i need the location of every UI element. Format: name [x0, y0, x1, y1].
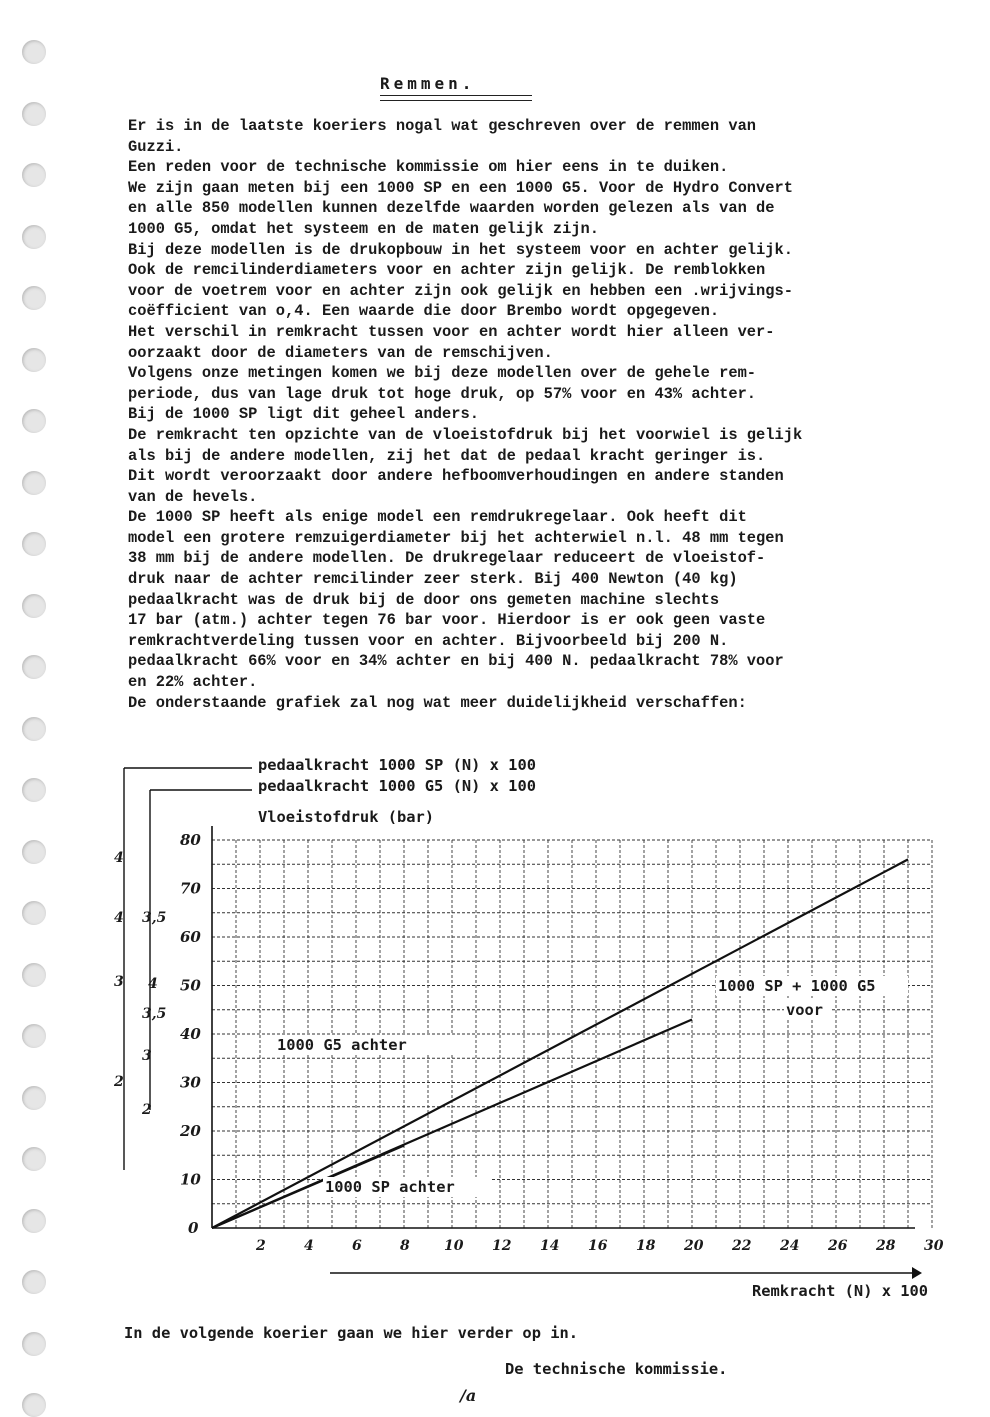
text-line: van de hevels. — [128, 487, 258, 506]
text-line: Bij de 1000 SP ligt dit geheel anders. — [128, 405, 479, 424]
text-line: 1000 G5, omdat het systeem en de maten gelijk zijn. — [128, 219, 600, 238]
x-tick-label: 20 — [684, 1238, 704, 1254]
pressure-tick-label: 0 — [188, 1219, 199, 1237]
series-label: 1000 SP + 1000 G5 — [718, 977, 876, 995]
text-line: remkrachtverdeling tussen voor en achter. Bijvoorbeeld bij 200 N. — [128, 631, 729, 650]
text-line: druk naar de achter remcilinder zeer sterk. Bij 400 Newton (40 kg) — [128, 570, 738, 589]
pedal-sp-tick-label: 3,5 — [142, 1006, 167, 1022]
pressure-axis-label: Vloeistofdruk (bar) — [258, 808, 435, 826]
pressure-tick-label: 20 — [180, 1122, 201, 1140]
x-tick-label: 4 — [304, 1238, 314, 1254]
text-line: Er is in de laatste koeriers nogal wat geschreven over de remmen van — [128, 117, 757, 135]
pedal-g5-tick-label: 3,5 — [142, 910, 167, 926]
pedal-g5-tick-label: 2 — [142, 1102, 152, 1118]
x-tick-label: 30 — [924, 1238, 944, 1254]
x-tick-label: 10 — [444, 1238, 464, 1254]
pedal-sp-tick-label: 4 — [114, 850, 124, 866]
x-tick-label: 2 — [256, 1238, 266, 1254]
x-tick-label: 16 — [588, 1238, 608, 1254]
text-line: periode, dus van lage druk tot hoge druk, op 57% voor en 43% achter. — [128, 384, 757, 403]
text-line: pedaalkracht 66% voor en 34% achter en bij 400 N. pedaalkracht 78% voor — [128, 652, 784, 671]
text-line: De remkracht ten opzichte van de vloeistofdruk bij het voorwiel is gelijk — [128, 425, 803, 444]
pedal-g5-tick-label: 3 — [114, 974, 124, 990]
signature: De technische kommissie. — [505, 1360, 728, 1378]
text-line: oorzaakt door de diameters van de remschijven. — [128, 343, 553, 362]
x-tick-label: 24 — [780, 1238, 800, 1254]
x-tick-label: 14 — [540, 1238, 560, 1254]
text-line: model een grotere remzuigerdiameter bij het achterwiel n.l. 48 mm tegen — [128, 528, 784, 547]
page-number: /a — [460, 1386, 477, 1405]
series-label: 1000 G5 achter — [277, 1036, 407, 1054]
pedal-g5-tick-label: 4 — [148, 976, 158, 992]
pressure-tick-label: 60 — [180, 928, 201, 946]
text-line: en alle 850 modellen kunnen dezelfde waarden worden gelezen als van de — [128, 199, 775, 218]
x-tick-label: 26 — [828, 1238, 848, 1254]
text-line: 17 bar (atm.) achter tegen 76 bar voor. Hierdoor is er ook geen vaste — [128, 611, 766, 630]
pressure-tick-label: 70 — [180, 879, 201, 898]
series-label: 1000 SP achter — [325, 1178, 455, 1196]
text-line: Dit wordt veroorzaakt door andere hefboomverhoudingen en andere standen — [128, 467, 784, 486]
page-title: Remmen. — [380, 74, 476, 93]
pedal-sp-tick-label: 3 — [142, 1048, 152, 1064]
text-line: De 1000 SP heeft als enige model een remdrukregelaar. Ook heeft dit — [128, 508, 747, 527]
x-tick-label: 6 — [352, 1238, 362, 1254]
pressure-tick-label: 40 — [180, 1025, 201, 1043]
x-tick-label: 22 — [732, 1238, 752, 1254]
text-line: en 22% achter. — [128, 673, 258, 692]
text-line: 38 mm bij de andere modellen. De drukregelaar reduceert de vloeistof- — [128, 549, 766, 568]
pedal-sp-tick-label: 2 — [114, 1074, 124, 1090]
pressure-tick-label: 50 — [180, 976, 201, 995]
text-line: De onderstaande grafiek zal nog wat meer duidelijkheid verschaffen: — [128, 693, 747, 712]
x-axis-label: Remkracht (N) x 100 — [752, 1282, 929, 1300]
text-line: voor de voetrem voor en achter zijn ook gelijk en hebben een .wrijvings- — [128, 281, 793, 300]
series-label: voor — [786, 1001, 824, 1019]
pedal-g5-tick-label: 4 — [114, 910, 124, 926]
text-line: Guzzi. — [128, 137, 184, 156]
pedal-g5-axis-label: pedaalkracht 1000 G5 (N) x 100 — [258, 777, 536, 795]
pressure-tick-label: 80 — [180, 831, 201, 849]
x-tick-label: 8 — [400, 1238, 410, 1254]
text-line: als bij de andere modellen, zij het dat de pedaal kracht geringer is. — [128, 446, 766, 465]
text-line: pedaalkracht was de druk bij de door ons gemeten machine slechts — [128, 590, 720, 609]
text-line: Het verschil in remkracht tussen voor en achter wordt hier alleen ver- — [128, 322, 775, 341]
text-line: Ook de remcilinderdiameters voor en achter zijn gelijk. De remblokken — [128, 261, 766, 280]
text-line: Een reden voor de technische kommissie om hier eens in te duiken. — [128, 158, 729, 177]
text-line: We zijn gaan meten bij een 1000 SP en een 1000 G5. Voor de Hydro Convert — [128, 178, 793, 197]
x-tick-label: 28 — [876, 1238, 896, 1254]
footer-line: In de volgende koerier gaan we hier verder op in. — [124, 1324, 579, 1342]
text-line: coëfficient van o,4. Een waarde die door Brembo wordt opgegeven. — [128, 302, 720, 321]
x-arrow-head — [912, 1267, 922, 1279]
pedal-sp-axis-label: pedaalkracht 1000 SP (N) x 100 — [258, 756, 536, 774]
text-line: Bij deze modellen is de drukopbouw in het systeem voor en achter gelijk. — [128, 240, 793, 259]
text-line: Volgens onze metingen komen we bij deze modellen over de gehele rem- — [128, 364, 757, 383]
x-tick-label: 12 — [492, 1238, 512, 1254]
pressure-tick-label: 30 — [180, 1073, 201, 1092]
pressure-tick-label: 10 — [180, 1170, 201, 1189]
x-tick-label: 18 — [636, 1238, 656, 1254]
